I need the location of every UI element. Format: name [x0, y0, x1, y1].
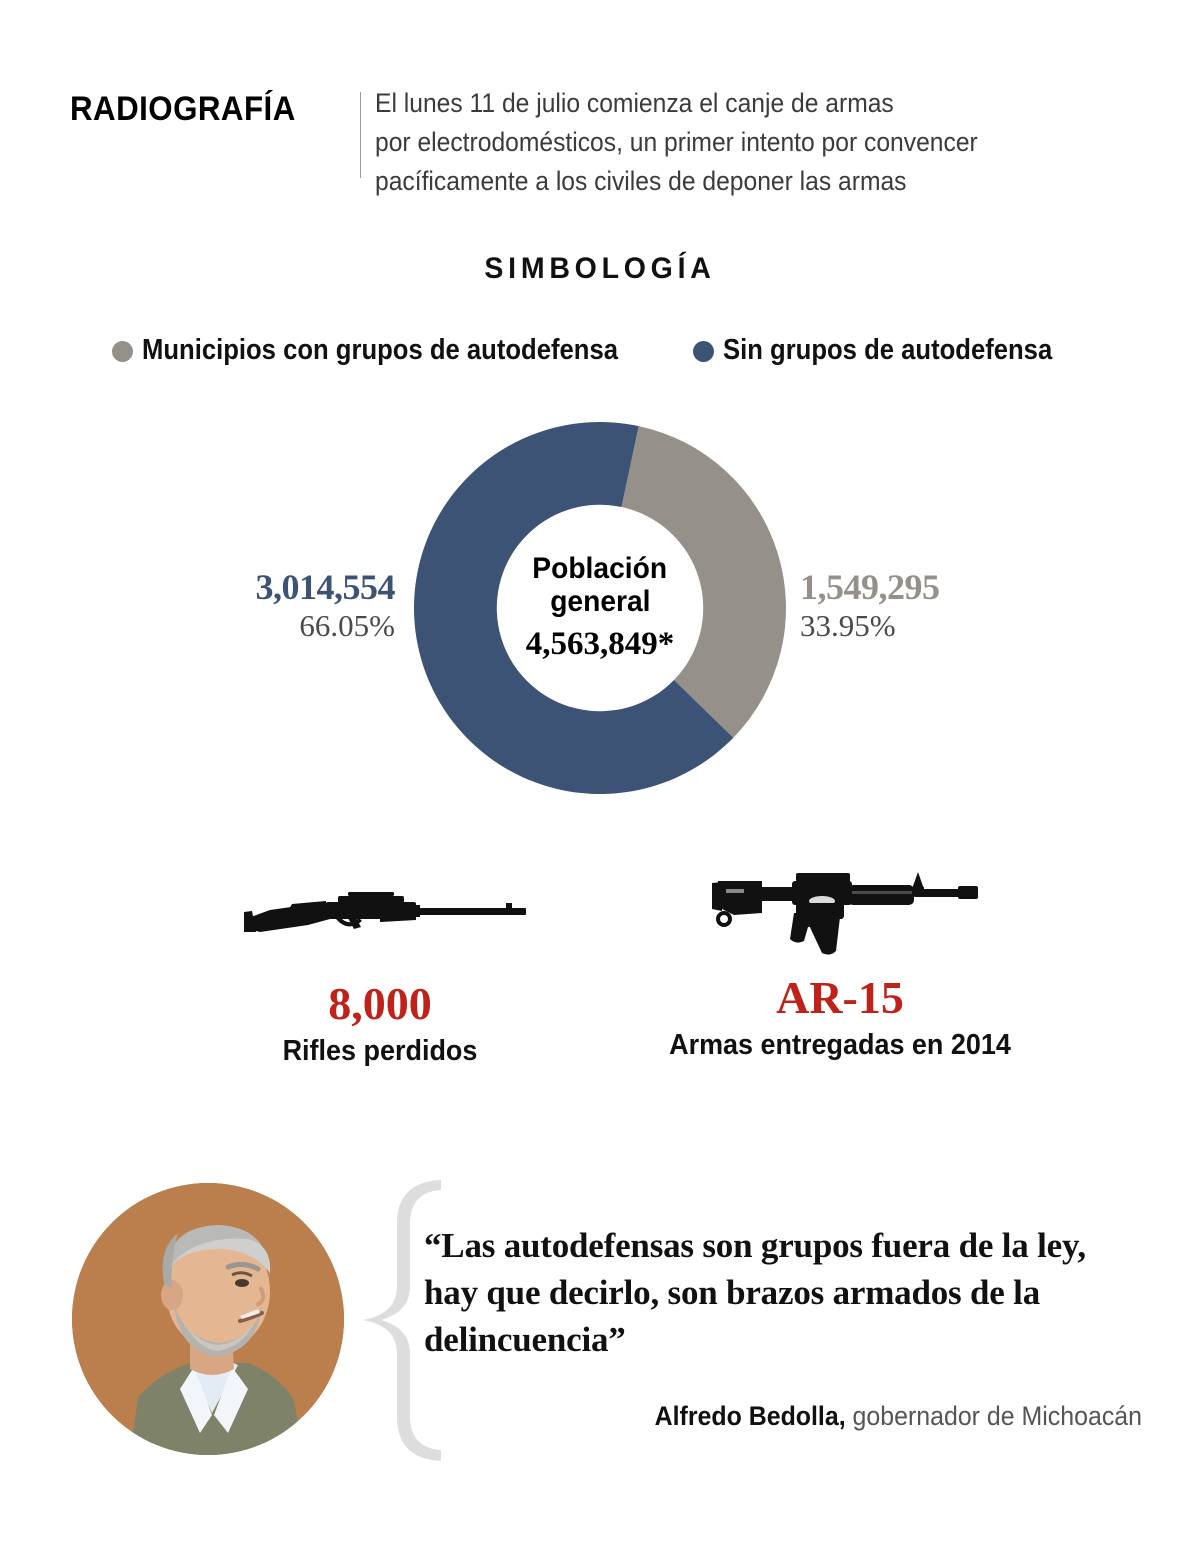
- header-subtitle-line: pacíficamente a los civiles de deponer las armas: [375, 166, 907, 196]
- donut-right-percent: 33.95%: [800, 608, 896, 643]
- donut-label-left: [145, 566, 395, 644]
- weapon-stat-ar15: [600, 862, 1080, 1062]
- donut-left-value: 3,014,554: [255, 567, 395, 607]
- quote-block: [424, 1222, 1142, 1432]
- header: [70, 84, 1140, 204]
- donut-center-line2: general: [549, 585, 651, 618]
- legend-dot-icon: [693, 341, 714, 362]
- quote-author: Alfredo Bedolla,: [654, 1401, 846, 1431]
- weapon-caption: Armas entregadas en 2014: [669, 1029, 1011, 1061]
- population-donut-chart: [413, 421, 787, 795]
- legend-item-sin-autodefensa: [693, 334, 1089, 367]
- legend-item-con-autodefensa: [112, 334, 671, 367]
- legend-title: SIMBOLOGÍA: [484, 252, 716, 285]
- weapon-value: AR-15: [776, 972, 904, 1023]
- quote-text: “Las autodefensas son grupos fuera de la ley, hay que decirlo, son brazos armados de la delincuencia”: [424, 1226, 1086, 1359]
- legend-item-label: Municipios con grupos de autodefensa: [141, 334, 618, 366]
- portrait-avatar-icon: [72, 1183, 344, 1455]
- donut-label-right: [800, 566, 1050, 644]
- donut-center-label: [413, 421, 787, 795]
- donut-right-value: 1,549,295: [800, 567, 940, 607]
- header-divider: [360, 92, 361, 178]
- quote-attribution: [467, 1401, 1142, 1432]
- header-subtitle-line: El lunes 11 de julio comienza el canje de armas: [375, 88, 894, 118]
- header-subtitle: [375, 84, 1082, 201]
- bolt-action-rifle-icon: [140, 868, 620, 968]
- weapon-caption: Rifles perdidos: [282, 1035, 478, 1067]
- avatar: [72, 1183, 344, 1455]
- legend-dot-icon: [112, 341, 133, 362]
- weapon-value: 8,000: [328, 978, 432, 1029]
- legend: [0, 334, 1200, 367]
- donut-center-line1: Población: [532, 552, 668, 585]
- page-kicker: RADIOGRAFÍA: [70, 90, 296, 128]
- weapon-stat-rifles: [140, 868, 620, 1068]
- ar15-assault-rifle-icon: [600, 862, 1080, 962]
- donut-center-total: 4,563,849*: [525, 626, 675, 662]
- header-subtitle-line: por electrodomésticos, un primer intento por convencer: [375, 127, 978, 157]
- quote-role: gobernador de Michoacán: [845, 1401, 1142, 1431]
- donut-left-percent: 66.05%: [299, 608, 395, 643]
- legend-item-label: Sin grupos de autodefensa: [722, 334, 1052, 366]
